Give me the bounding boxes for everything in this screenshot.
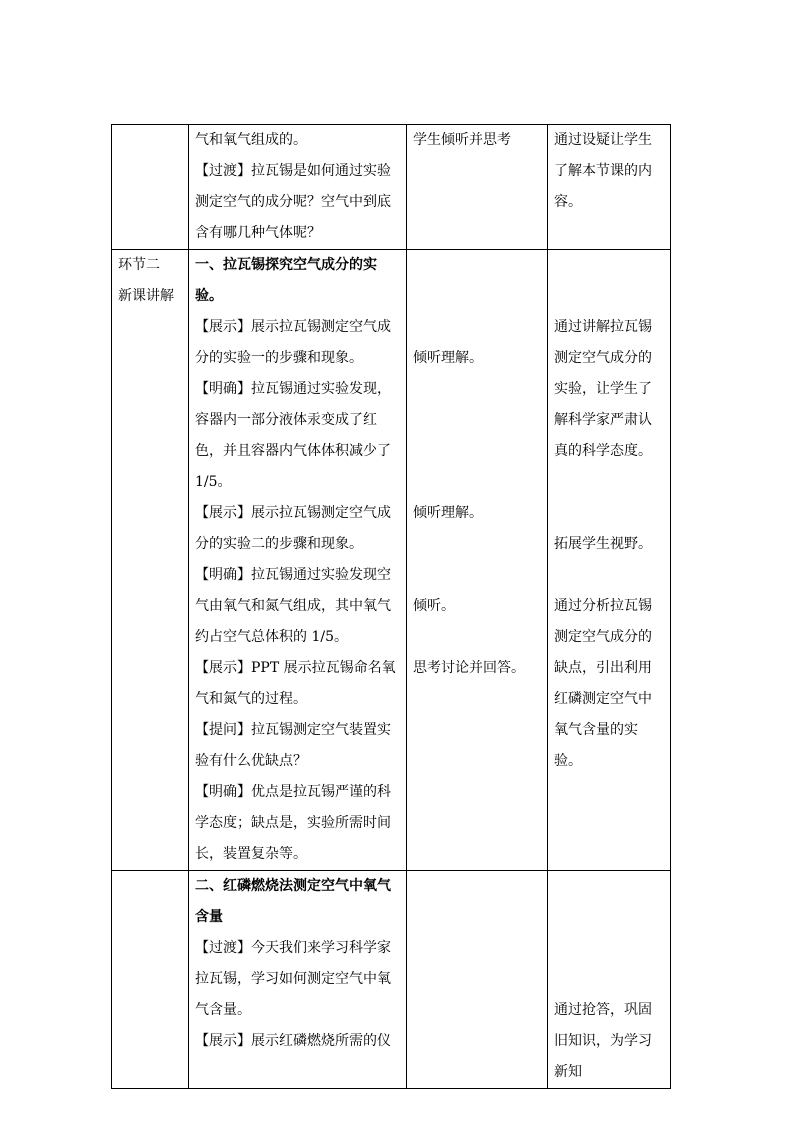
content-line: 气和氧气组成的。 [195,132,307,148]
content-paragraph: 【展示】展示拉瓦锡测定空气成分的实验二的步骤和现象。 [195,505,391,552]
section-heading: 一、拉瓦锡探究空气成分的实验。 [195,257,377,304]
content-paragraph: 【展示】展示拉瓦锡测定空气成分的实验一的步骤和现象。 [195,319,391,366]
lesson-plan-table [111,124,671,1089]
table-row [112,250,671,871]
design-intent: 通过设疑让学生了解本节课的内容。 [554,132,652,210]
student-activity-cell [407,871,548,1089]
section-heading: 二、红磷燃烧法测定空气中氧气含量 [195,878,391,925]
stage-label: 环节二 [118,257,160,273]
student-activity: 倾听理解。 [413,350,483,366]
stage-cell [112,871,189,1089]
teacher-activity-cell [189,125,407,250]
content-paragraph: 【展示】PPT 展示拉瓦锡命名氧气和氮气的过程。 [195,660,396,707]
design-intent-cell [548,250,671,871]
content-paragraph: 【提问】拉瓦锡测定空气装置实验有什么优缺点？ [195,722,391,769]
student-activity-cell [407,125,548,250]
teacher-activity-cell [189,250,407,871]
student-activity: 学生倾听并思考 [413,132,511,148]
student-activity: 倾听理解。 [413,505,483,521]
design-intent: 通过抢答，巩固旧知识，为学习新知 [554,1002,652,1080]
design-intent-cell [548,125,671,250]
design-intent: 拓展学生视野。 [554,536,652,552]
content-paragraph: 【展示】展示红磷燃烧所需的仪 [195,1033,391,1049]
student-activity-cell [407,250,548,871]
stage-cell [112,125,189,250]
transition-paragraph: 【过渡】拉瓦锡是如何通过实验测定空气的成分呢？空气中到底含有哪几种气体呢？ [195,163,391,241]
design-intent: 通过分析拉瓦锡测定空气成分的缺点，引出利用红磷测定空气中氧气含量的实验。 [554,598,652,769]
table-row [112,125,671,250]
content-paragraph: 【明确】拉瓦锡通过实验发现空气由氧气和氮气组成，其中氧气约占空气总体积的 1/5。 [195,567,391,645]
student-activity: 思考讨论并回答。 [413,660,525,676]
student-activity: 倾听。 [413,598,455,614]
stage-name: 新课讲解 [118,288,174,304]
content-paragraph: 【明确】拉瓦锡通过实验发现，容器内一部分液体汞变成了红色，并且容器内气体体积减少了 1/5。 [195,381,391,490]
content-paragraph: 【明确】优点是拉瓦锡严谨的科学态度；缺点是，实验所需时间长，装置复杂等。 [195,784,391,862]
design-intent: 通过讲解拉瓦锡测定空气成分的实验，让学生了解科学家严肃认真的科学态度。 [554,319,652,459]
stage-cell [112,250,189,871]
design-intent-cell [548,871,671,1089]
teacher-activity-cell [189,871,407,1089]
table-row [112,871,671,1089]
content-paragraph: 【过渡】今天我们来学习科学家拉瓦锡，学习如何测定空气中氧气含量。 [195,940,391,1018]
